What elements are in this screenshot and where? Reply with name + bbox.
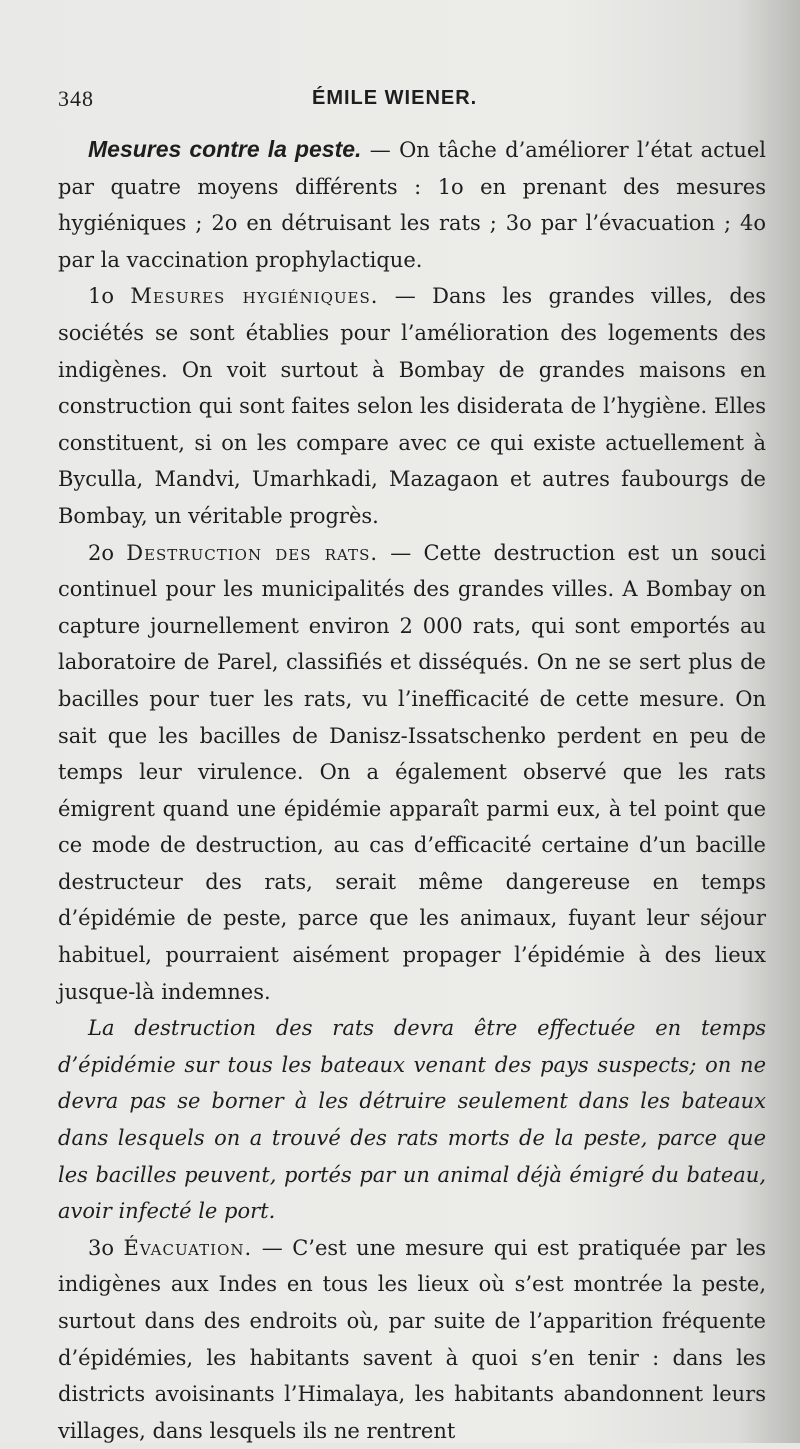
paragraph-rats-text: — Cette destruction est un souci continuel pour les municipalités des grandes villes. A Bombay on capture journellement environ 2 000 rats, qui sont emportés au laboratoire de Parel, classifiés et disséqués. On ne se sert plus de bacilles pour tuer les rats, vu l’inefficacité de cette mesure. On sait que les bacilles de Danisz-Issatschenko perdent en peu de temps leur virulence. On a également observé que les rats émigrent quand une épidémie apparaît parmi eux, à tel point que ce mode de destruction, au cas d’efficacité certaine d’un bacille destructeur des rats, serait même dangereuse en temps d’épidémie de peste, parce que les animaux, fuyant leur séjour habituel, pourraient aisément propager l’épidémie à des lieux jusque-là indemnes. — [58, 540, 766, 1004]
running-header — [58, 84, 758, 114]
paragraph-intro-text: — On tâche d’améliorer l’état actuel par quatre moyens différents : 1o en prenant des mesures hygiéniques ; 2o en détruisant les rats ; 3o par l’évacuation ; 4o par la vaccination prophylactique. — [58, 138, 766, 272]
paragraph-evacuation — [58, 1230, 766, 1449]
running-title: ÉMILE WIENER. — [312, 87, 478, 109]
paragraph-rats — [58, 535, 766, 1011]
section-number: 2o — [88, 540, 115, 565]
section-heading-evacuation: Évacuation. — [123, 1235, 253, 1260]
paragraph-evacuation-text: — C’est une mesure qui est pratiquée par les indigènes aux Indes en tous les lieux où s’est montrée la peste, surtout dans des endroits où, par suite de l’apparition fréquente d’épidémies, les habitants savent à quoi s’en tenir : dans les districts avoisinants l’Himalaya, les habitants abandonnent leurs villages, dans lesquels ils ne rentrent — [58, 1235, 766, 1443]
paragraph-hygiene — [58, 278, 766, 534]
section-number: 3o — [88, 1235, 115, 1260]
section-heading-rats: Destruction des rats. — [126, 540, 379, 565]
section-heading-mesures: Mesures contre la peste. — [88, 136, 362, 162]
page-number: 348 — [58, 86, 94, 111]
section-heading-hygiene: Mesures hygiéniques. — [130, 284, 379, 309]
section-number: 1o — [88, 284, 115, 309]
paragraph-hygiene-text: — Dans les grandes villes, des sociétés se sont établies pour l’amélioration des logements des indigènes. On voit surtout à Bombay de grandes maisons en construction qui sont faites selon les disiderata de l’hygiène. Elles constituent, si on les compare avec ce qui existe actuellement à Byculla, Mandvi, Umarhkadi, Mazagaon et autres faubourgs de Bombay, un véritable progrès. — [58, 284, 766, 528]
paragraph-italic-note — [58, 1010, 766, 1230]
paragraph-intro — [58, 131, 766, 278]
page-body — [58, 131, 766, 1449]
italic-note-text: La destruction des rats devra être effectuée en temps d’épidémie sur tous les bateaux venant des pays suspects; on ne devra pas se borner à les détruire seulement dans les bateaux dans lesquels on a trouvé des rats morts de la peste, parce que les bacilles peuvent, portés par un animal déjà émigré du bateau, avoir infecté le port. — [58, 1016, 766, 1224]
